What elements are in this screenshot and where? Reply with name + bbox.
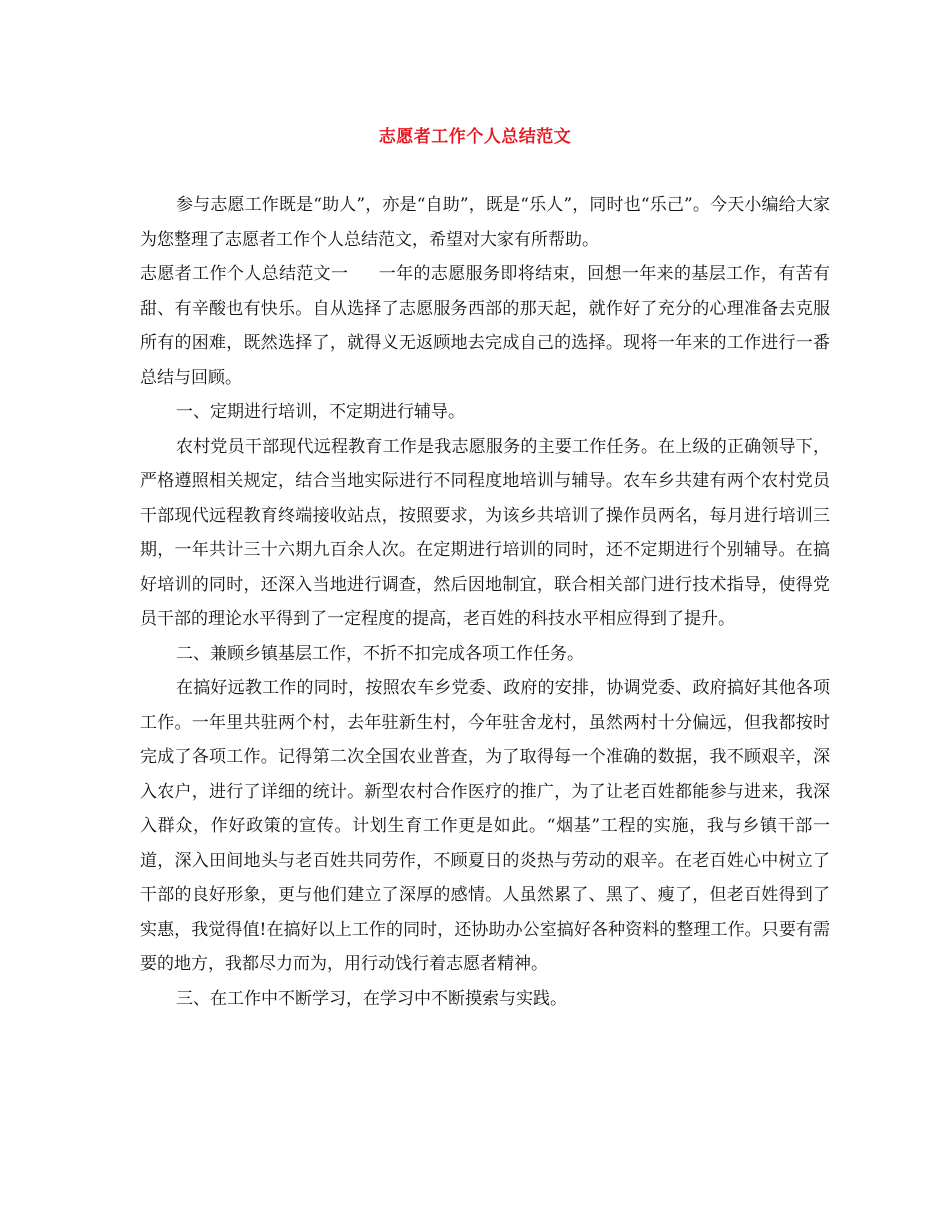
heading-2: 二、兼顾乡镇基层工作，不折不扣完成各项工作任务。: [176, 643, 584, 664]
intro-paragraph: 参与志愿工作既是“助人”，亦是“自助”，既是“乐人”，同时也“乐己”。今天小编给大家为您整理了志愿者工作个人总结范文，希望对大家有所帮助。: [140, 195, 830, 250]
paragraph-2: 在搞好远教工作的同时，按照农车乡党委、政府的安排，协调党委、政府搞好其他各项工作。一年里共驻两个村，去年驻新生村，今年驻舍龙村，虽然两村十分偏远，但我都按时完成了各项工作。记得第二次全国农业普查，为了取得每一个准确的数据，我不顾艰辛，深入农户，进行了详细的统计。新型农村合作医疗的推广，为了让老百姓都能参与进来，我深入群众，作好政策的宣传。计划生育工作更是如此。“烟基”工程的实施，我与乡镇干部一道，深入田间地头与老百姓共同劳作，不顾夏日的炎热与劳动的艰辛。在老百姓心中树立了干部的良好形象，更与他们建立了深厚的感情。人虽然累了、黑了、瘦了，但老百姓得到了实惠，我觉得值!在搞好以上工作的同时，还协助办公室搞好各种资料的整理工作。只要有需要的地方，我都尽力而为，用行动饯行着志愿者精神。: [140, 678, 830, 974]
section-label: 志愿者工作个人总结范文一: [140, 264, 349, 284]
section-body: 一年的志愿服务即将结束，回想一年来的基层工作，有苦有甜、有辛酸也有快乐。自从选择了志愿服务西部的那天起，就作好了充分的心理准备去克服所有的困难，既然选择了，就得义无返顾地去完成自己的选择。现将一年来的工作进行一番总结与回顾。: [140, 264, 830, 388]
heading-1: 一、定期进行培训，不定期进行辅导。: [176, 402, 465, 422]
section-paragraph: [140, 257, 830, 395]
document-body: [140, 188, 830, 1016]
paragraph-1: 农村党员干部现代远程教育工作是我志愿服务的主要工作任务。在上级的正确领导下，严格遵照相关规定，结合当地实际进行不同程度地培训与辅导。农车乡共建有两个农村党员干部现代远程教育终端接收站点，按照要求，为该乡共培训了操作员两名，每月进行培训三期，一年共计三十六期九百余人次。在定期进行培训的同时，还不定期进行个别辅导。在搞好培训的同时，还深入当地进行调查，然后因地制宜，联合相关部门进行技术指导，使得党员干部的理论水平得到了一定程度的提高，老百姓的科技水平相应得到了提升。: [140, 436, 830, 629]
document-title: 志愿者工作个人总结范文: [378, 127, 572, 147]
heading-3: 三、在工作中不断学习，在学习中不断摸索与实践。: [176, 988, 567, 1009]
